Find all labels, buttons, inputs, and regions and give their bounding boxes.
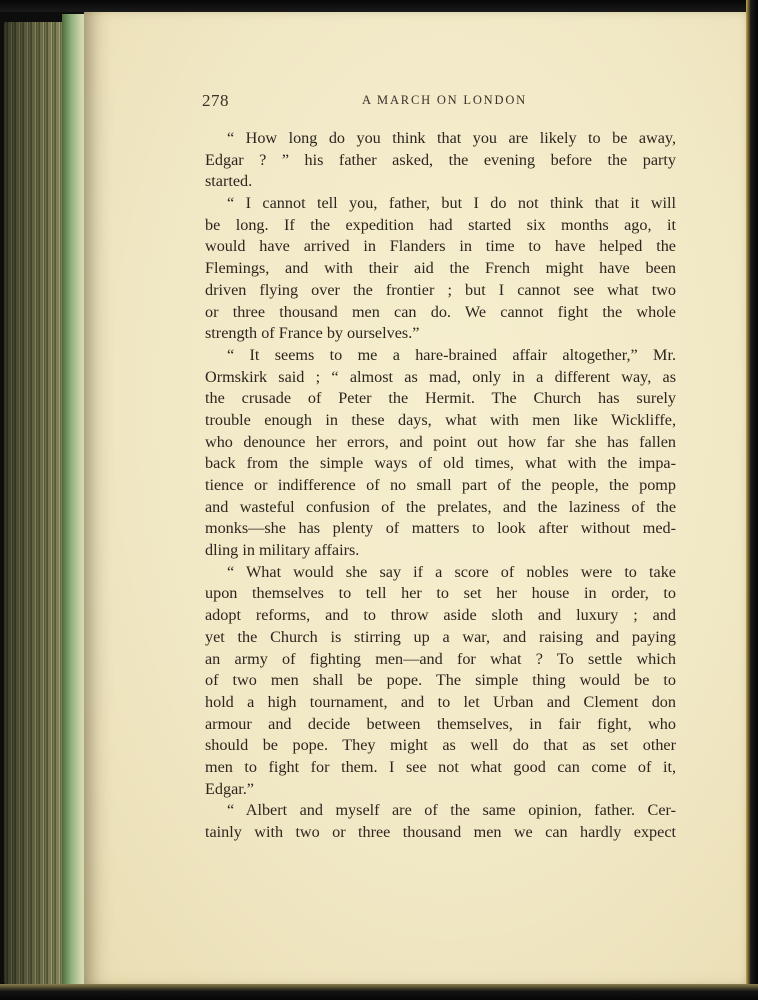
text-line: an army of fighting men—and for what ? To settle which bbox=[205, 649, 676, 668]
text-line: “ How long do you think that you are likely to be away, bbox=[227, 129, 676, 147]
text-line: Edgar ? ” his father asked, the evening before the party bbox=[205, 150, 676, 169]
text-line: who denounce her errors, and point out how far she has fallen bbox=[205, 432, 676, 451]
text-line: Flemings, and with their aid the French might have been bbox=[205, 259, 676, 278]
text-line: “ Albert and myself are of the same opinion, father. Cer- bbox=[227, 801, 676, 820]
text-line: should be pope. They might as well do that as set other bbox=[205, 736, 676, 755]
scan-bottom-border bbox=[0, 984, 758, 1000]
text-line: driven flying over the frontier ; but I cannot see what two bbox=[205, 280, 676, 299]
text-line: adopt reforms, and to throw aside sloth and luxury ; and bbox=[205, 606, 676, 625]
page-number: 278 bbox=[202, 91, 229, 110]
body-text bbox=[205, 128, 676, 844]
text-line: tience or indifference of no small part of the people, the pomp bbox=[205, 476, 676, 494]
text-line: and wasteful confusion of the prelates, and the laziness of the bbox=[205, 497, 676, 516]
text-line: of two men shall be pope. The simple thing would be to bbox=[205, 671, 676, 690]
text-line: strength of France by ourselves.” bbox=[205, 324, 420, 343]
running-header bbox=[202, 91, 678, 115]
text-line: upon themselves to tell her to set her house in order, to bbox=[205, 584, 676, 603]
chapter-title: A MARCH ON LONDON bbox=[362, 93, 527, 107]
text-line: “ It seems to me a hare-brained affair altogether,” Mr. bbox=[227, 345, 676, 364]
text-line: Ormskirk said ; “ almost as mad, only in a different way, as bbox=[205, 367, 676, 386]
text-line: hold a high tournament, and to let Urban and Clement don bbox=[205, 692, 676, 711]
text-line: yet the Church is stirring up a war, and raising and paying bbox=[205, 627, 676, 646]
text-line: monks—she has plenty of matters to look after without med- bbox=[205, 519, 676, 538]
text-line: dling in military affairs. bbox=[205, 541, 360, 560]
text-line: the crusade of Peter the Hermit. The Church has surely bbox=[205, 389, 676, 408]
text-line: Edgar.” bbox=[205, 779, 254, 798]
text-line: men to fight for them. I see not what good can come of it, bbox=[205, 757, 676, 776]
text-line: trouble enough in these days, what with men like Wickliffe, bbox=[205, 410, 676, 429]
text-line: or three thousand men can do. We cannot fight the whole bbox=[205, 302, 676, 321]
text-line: “ What would she say if a score of nobles were to take bbox=[227, 562, 676, 581]
scan-top-border bbox=[0, 0, 758, 12]
text-line: “ I cannot tell you, father, but I do not think that it will bbox=[227, 194, 676, 213]
text-line: started. bbox=[205, 172, 253, 191]
text-line: be long. If the expedition had started six months ago, it bbox=[205, 215, 676, 234]
text-line: back from the simple ways of old times, what with the impa- bbox=[205, 454, 676, 473]
text-line: armour and decide between themselves, in fair fight, who bbox=[205, 714, 676, 733]
text-line: would have arrived in Flanders in time to have helped the bbox=[205, 237, 676, 256]
text-line: tainly with two or three thousand men we can hardly expect bbox=[205, 823, 676, 841]
scan-right-border bbox=[746, 0, 758, 1000]
